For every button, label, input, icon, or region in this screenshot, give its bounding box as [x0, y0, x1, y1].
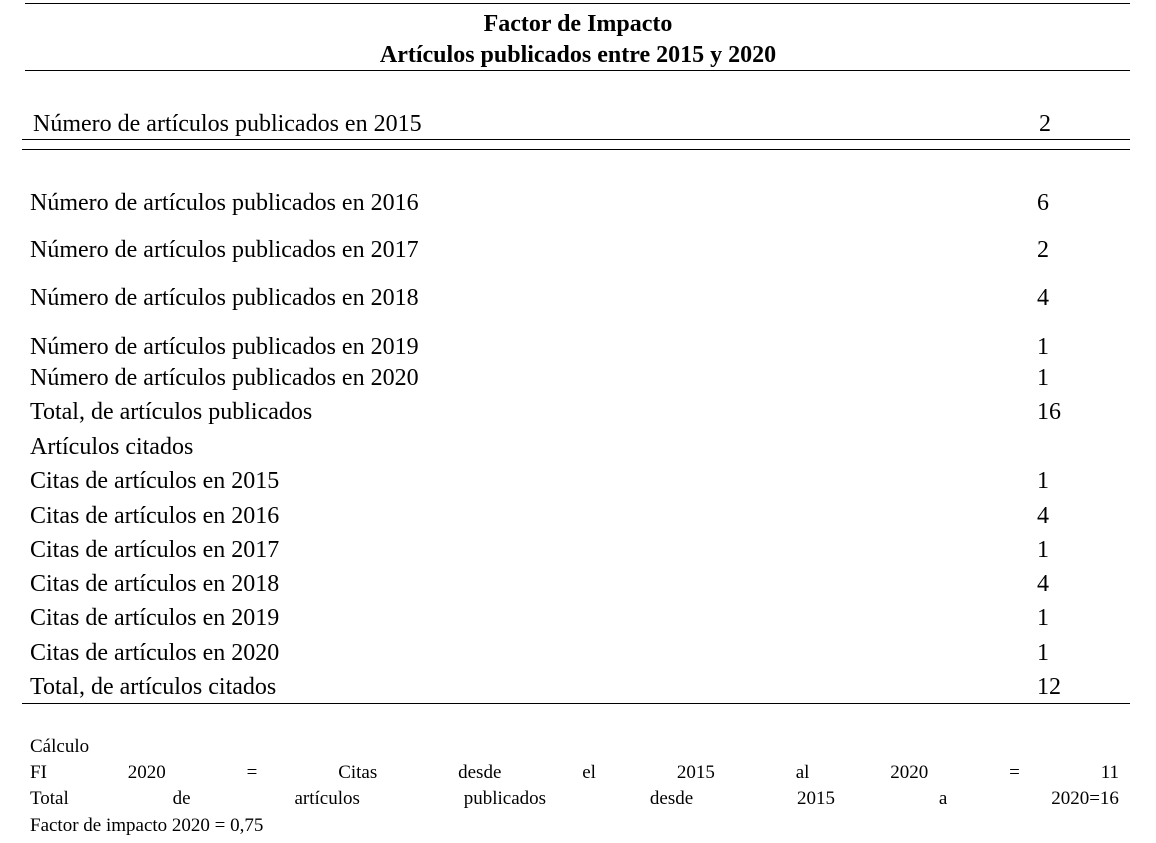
- calc-formula-line: [30, 760, 1119, 785]
- table-row: [0, 235, 1156, 269]
- calc-word: de: [172, 788, 191, 809]
- row-value: 4: [1037, 503, 1049, 529]
- row-value: 16: [1037, 399, 1061, 425]
- table-row: [0, 672, 1156, 706]
- row-value: 1: [1037, 605, 1049, 631]
- table-subtitle: Artículos publicados entre 2015 y 2020: [379, 42, 777, 68]
- row-value: 4: [1037, 571, 1049, 597]
- section-rule-lower: [22, 149, 1130, 150]
- table-row: [0, 188, 1156, 222]
- row-label: Citas de artículos en 2016: [30, 503, 280, 529]
- table-row: [0, 332, 1156, 366]
- table-row: [0, 466, 1156, 500]
- table-row: [0, 638, 1156, 672]
- calc-word: al: [795, 762, 810, 783]
- table-row: [0, 432, 1156, 466]
- calc-word: =: [246, 762, 258, 783]
- row-value: 1: [1037, 468, 1049, 494]
- top-rule: [25, 3, 1130, 4]
- section-rule-upper: [22, 139, 1130, 140]
- row-value: 1: [1037, 640, 1049, 666]
- title-rule: [25, 70, 1130, 71]
- row-label: Citas de artículos en 2015: [30, 468, 280, 494]
- row-label: Artículos citados: [30, 434, 194, 460]
- row-label: Número de artículos publicados en 2015: [33, 111, 422, 137]
- calc-word: 2015: [676, 762, 715, 783]
- row-label: Número de artículos publicados en 2017: [30, 237, 419, 263]
- table-row: [0, 397, 1156, 431]
- table-row: [0, 501, 1156, 535]
- row-label: Número de artículos publicados en 2016: [30, 190, 419, 216]
- row-label: Número de artículos publicados en 2019: [30, 334, 419, 360]
- calc-word: FI: [30, 762, 47, 783]
- table-row: [0, 363, 1156, 397]
- calc-word: artículos: [294, 788, 360, 809]
- row-label: Citas de artículos en 2019: [30, 605, 280, 631]
- calc-word: desde: [458, 762, 502, 783]
- calc-total-line: [30, 786, 1119, 811]
- row-value: 2: [1037, 237, 1049, 263]
- row-value: 2: [1039, 111, 1051, 137]
- calc-word: 2020: [127, 762, 166, 783]
- calc-word: =: [1009, 762, 1020, 783]
- table-row: [0, 569, 1156, 603]
- calc-word: publicados: [463, 788, 547, 809]
- row-value: 6: [1037, 190, 1049, 216]
- calc-word: desde: [649, 788, 694, 809]
- calc-heading: Cálculo: [30, 736, 90, 757]
- calc-result: Factor de impacto 2020 = 0,75: [30, 815, 264, 836]
- table-row: [0, 283, 1156, 317]
- row-value: 4: [1037, 285, 1049, 311]
- table-row: [0, 603, 1156, 637]
- calc-word: 2020=16: [1051, 788, 1119, 809]
- row-value: 1: [1037, 334, 1049, 360]
- table-title: Factor de Impacto: [483, 11, 673, 37]
- row-label: Total, de artículos publicados: [30, 399, 313, 425]
- row-label: Citas de artículos en 2017: [30, 537, 280, 563]
- row-label: Número de artículos publicados en 2020: [30, 365, 419, 391]
- calc-word: Citas: [338, 762, 378, 783]
- calc-word: 2020: [890, 762, 929, 783]
- row-label: Citas de artículos en 2020: [30, 640, 280, 666]
- table-row: [0, 109, 1156, 143]
- row-value: 1: [1037, 537, 1049, 563]
- row-label: Citas de artículos en 2018: [30, 571, 280, 597]
- calc-word: a: [938, 788, 948, 809]
- bottom-rule: [22, 703, 1130, 704]
- table-row: [0, 535, 1156, 569]
- calc-word: 11: [1100, 762, 1119, 783]
- calc-word: Total: [30, 788, 69, 809]
- row-value: 1: [1037, 365, 1049, 391]
- row-value: 12: [1037, 674, 1061, 700]
- calc-word: 2015: [797, 788, 836, 809]
- row-label: Total, de artículos citados: [30, 674, 277, 700]
- row-label: Número de artículos publicados en 2018: [30, 285, 419, 311]
- calc-word: el: [582, 762, 596, 783]
